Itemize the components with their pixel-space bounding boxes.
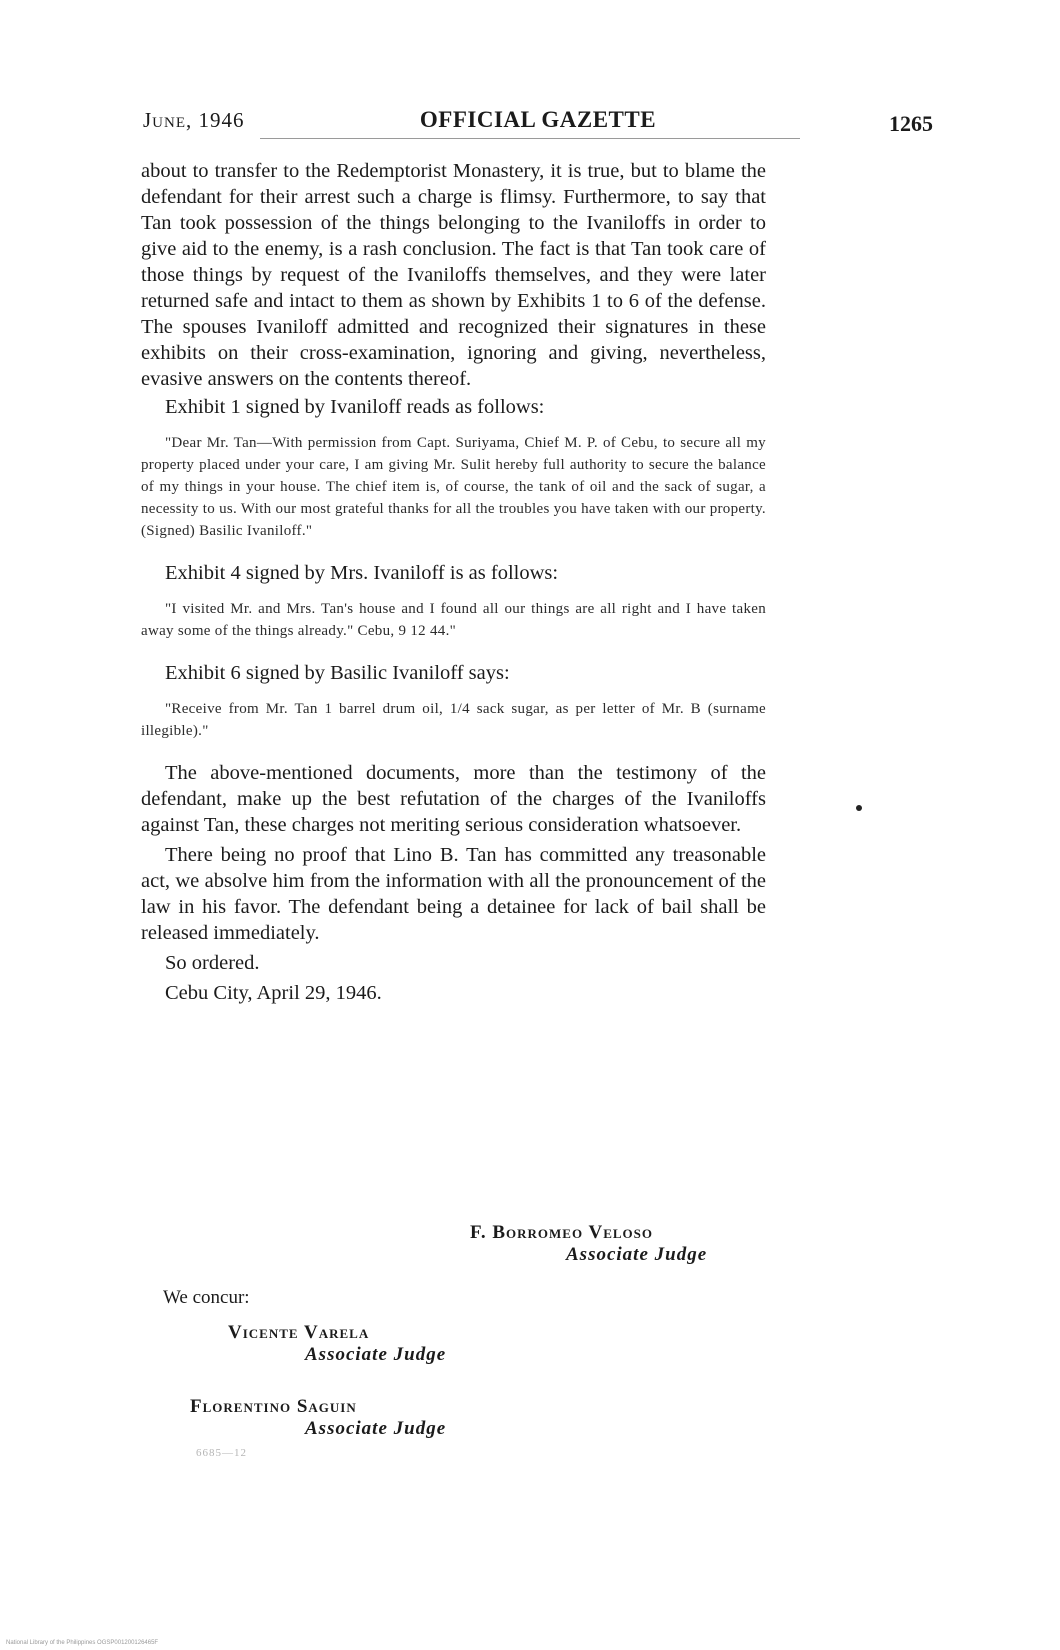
concur-label: We concur: [163,1287,250,1308]
exhibit-1-quote: "Dear Mr. Tan—With permission from Capt. Suriyama, Chief M. P. of Cebu, to secure all my property placed under your care, I am giving Mr. Sulit hereby full authority to secure the balance of my things in your house. The chief item is, of course, the tank of oil and the sack of sugar, a necessity to us. With our most grateful thanks for all the troubles you have taken with our property. (Signed) Basilic Ivaniloff." [141,435,766,539]
concur-signature-2 [190,1396,446,1440]
continued-paragraph: about to transfer to the Redemptorist Monastery, it is true, but to blame the defendant for their arrest such a charge is flimsy. Furthermore, to say that Tan took possession of the things belonging to the Ivaniloffs in order to give aid to the enemy, is a rash conclusion. The fact is that Tan took care of those things by request of the Ivaniloffs themselves, and they were later returned safe and intact to them as shown by Exhibits 1 to 6 of the defense. The spouses Ivaniloff admitted and recognized their signatures in these exhibits on their cross-examination, ignoring and giving, nevertheless, evasive answers on the contents thereof. [141,160,766,390]
exhibit-4-intro: Exhibit 4 signed by Mrs. Ivaniloff is as follows: [165,562,559,584]
exhibit-6-quote: "Receive from Mr. Tan 1 barrel drum oil, 1/4 sack sugar, as per letter of Mr. B (surname illegible)." [141,701,766,739]
concur-1-title: Associate Judge [305,1344,447,1365]
exhibit-6-intro: Exhibit 6 signed by Basilic Ivaniloff says: [165,662,510,684]
concur-2-title: Associate Judge [305,1418,447,1439]
scan-footer: National Library of the Philippines OGSP001200126465F [6,1640,159,1646]
author-signature [470,1222,707,1266]
concur-1-name: Vicente Varela [228,1322,370,1343]
exhibit-4-quote: "I visited Mr. and Mrs. Tan's house and I found all our things are all right and I have taken away some of the things already." Cebu, 9 12 44." [141,601,766,639]
header-rule [260,138,800,139]
issue-date: June, 1946 [143,108,245,132]
print-mark: 6685—12 [196,1447,247,1459]
concur-signature-1 [228,1322,446,1366]
author-name: F. Borromeo Veloso [470,1222,654,1243]
exhibit-1-intro: Exhibit 1 signed by Ivaniloff reads as follows: [165,396,545,418]
absolution-paragraph: There being no proof that Lino B. Tan has committed any treasonable act, we absolve him from the information with all the pronouncement of the law in his favor. The defendant being a detainee for lack of bail shall be released immediately. [141,844,766,944]
page-number: 1265 [889,111,933,136]
so-ordered: So ordered. [165,952,260,974]
publication-title: OFFICIAL GAZETTE [419,107,657,132]
ink-dot [856,805,862,811]
decision-text [141,158,766,1006]
concur-2-name: Florentino Saguin [190,1396,357,1417]
documents-paragraph: The above-mentioned documents, more than the testimony of the defendant, make up the best refutation of the charges of the Ivaniloffs against Tan, these charges not meriting serious consideration whatsoever. [141,762,766,836]
author-title: Associate Judge [566,1244,708,1265]
place-and-date: Cebu City, April 29, 1946. [165,982,382,1004]
